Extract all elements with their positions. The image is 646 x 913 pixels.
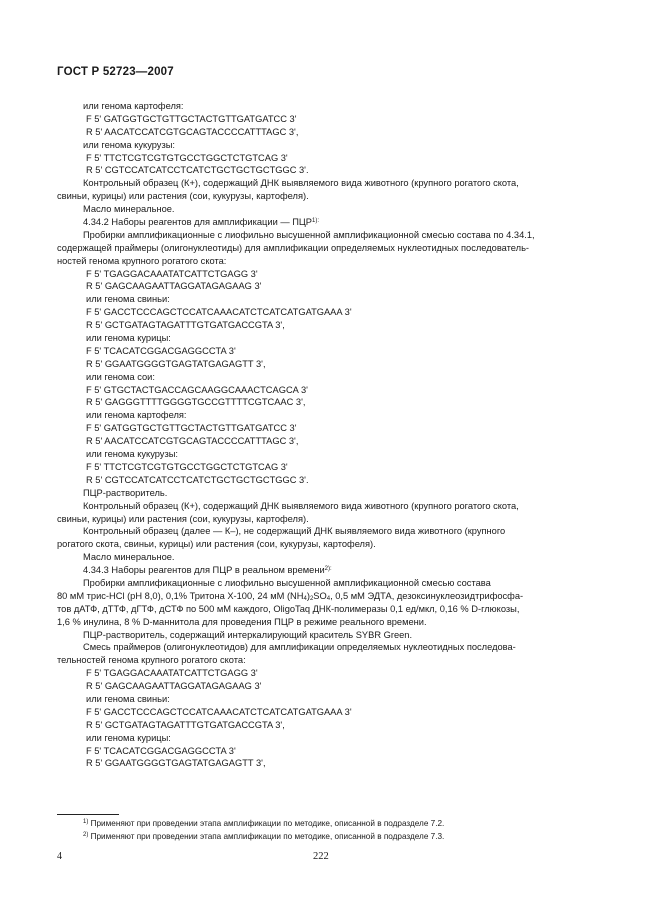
text-line — [57, 113, 585, 126]
text-line — [57, 371, 585, 384]
line-text: ПЦР-растворитель. — [83, 487, 168, 498]
subscript: 4 — [303, 595, 307, 602]
text-line — [57, 590, 585, 603]
text-line — [57, 384, 585, 397]
page-number-center: 222 — [313, 851, 329, 862]
text-line — [57, 100, 585, 113]
text-line — [57, 757, 585, 770]
line-text: Контрольный образец (далее — К–), не содержащий ДНК выявляемого вида животного (крупного — [83, 526, 506, 537]
text-line — [57, 538, 585, 551]
line-text: F 5ʹ TCACATCGGACGAGGCCTA 3ʹ — [86, 745, 236, 756]
text-line — [57, 603, 585, 616]
line-text: F 5ʹ GACCTCCCAGCTCCATCAAACATCTCATCATGATGAAA 3ʹ — [86, 706, 352, 717]
line-text: R 5ʹ GAGGGTTTTGGGGTGCCGTTTTCGTCAAC 3ʹ, — [86, 397, 306, 408]
footnotes — [57, 818, 585, 843]
text-line — [57, 396, 585, 409]
line-text: 80 мМ трис-HCl (рН 8,0), 0,1% Тритона Х-100, 24 мМ (NH — [57, 590, 304, 601]
footnote — [57, 831, 585, 844]
text-line — [57, 216, 585, 229]
text-line — [57, 654, 585, 667]
line-text: Контрольный образец (К+), содержащий ДНК выявляемого вида животного (крупного рогатого скота, — [83, 178, 519, 189]
line-text: свиньи, курицы) или растения (сои, кукурузы, картофеля). — [57, 191, 309, 202]
footnote — [57, 818, 585, 831]
text-line — [57, 706, 585, 719]
text-line — [57, 255, 585, 268]
line-text: или генома свиньи: — [86, 294, 170, 305]
text-line — [57, 139, 585, 152]
line-text: SO — [313, 590, 327, 601]
line-text: Масло минеральное. — [83, 552, 175, 563]
line-text: или генома курицы: — [86, 333, 171, 344]
text-line — [57, 745, 585, 758]
text-line — [57, 693, 585, 706]
line-text: F 5ʹ TGAGGACAAATATCATTCTGAGG 3ʹ — [86, 668, 258, 679]
text-line — [57, 242, 585, 255]
line-text: или генома кукурузы: — [86, 449, 178, 460]
text-line — [57, 525, 585, 538]
line-text: R 5ʹ GCTGATAGTAGATTTGTGATGACCGTA 3ʹ, — [86, 320, 285, 331]
text-line — [57, 152, 585, 165]
text-line — [57, 629, 585, 642]
line-text: R 5ʹ GAGCAAGAATTAGGATAGAGAAG 3ʹ — [86, 681, 262, 692]
line-text: или генома кукурузы: — [83, 139, 175, 150]
document-header: ГОСТ Р 52723—2007 — [57, 66, 174, 78]
text-line — [57, 551, 585, 564]
footnote-mark: 2) — [83, 831, 89, 838]
body-text — [57, 100, 585, 770]
line-text: рогатого скота, свиньи, курицы) или растения (сои, кукурузы, картофеля). — [57, 539, 376, 550]
footnote-text: Применяют при проведении этапа амплификации по методике, описанной в подразделе 7.3. — [88, 831, 445, 841]
text-line — [57, 719, 585, 732]
line-text: R 5ʹ AACATCCATCGTGCAGTACCCCATTTAGC 3ʹ, — [86, 126, 299, 137]
text-line — [57, 564, 585, 577]
line-text: Смесь праймеров (олигонуклеотидов) для амплификации определяемых нуклеотидных последова- — [83, 642, 516, 653]
line-text: или генома сои: — [86, 371, 155, 382]
text-line — [57, 319, 585, 332]
text-line — [57, 293, 585, 306]
text-line — [57, 332, 585, 345]
line-text: содержащей праймеры (олигонуклеотиды) для амплификации определяемых нуклеотидных последователь- — [57, 242, 530, 253]
line-text: F 5ʹ TTCTCGTCGTGTGCCTGGCTCTGTCAG 3ʹ — [86, 152, 288, 163]
text-line — [57, 461, 585, 474]
line-text: или генома свиньи: — [86, 693, 170, 704]
text-line — [57, 513, 585, 526]
line-text: или генома картофеля: — [83, 101, 184, 111]
subscript: 4 — [326, 595, 331, 602]
text-line — [57, 409, 585, 422]
line-text: F 5ʹ GATGGTGCTGTTGCTACTGTTGATGATCC 3ʹ — [86, 113, 297, 124]
line-text: тельностей генома крупного рогатого скота: — [57, 655, 246, 666]
page-number-left: 4 — [57, 851, 62, 862]
text-line — [57, 577, 585, 590]
line-text: R 5ʹ GAGCAAGAATTAGGATAGAGAAG 3ʹ — [86, 281, 262, 292]
footnote-text: Применяют при проведении этапа амплификации по методике, описанной в подразделе 7.2. — [88, 819, 445, 828]
line-text: 4.34.2 Наборы реагентов для амплификации — ПЦР — [83, 217, 312, 228]
text-line — [57, 474, 585, 487]
line-text: , 0,5 мМ ЭДТА, дезоксинуклеозидтрифосфа- — [330, 590, 524, 601]
text-line — [57, 268, 585, 281]
line-text: ) — [306, 590, 310, 601]
line-text: F 5ʹ TGAGGACAAATATCATTCTGAGG 3ʹ — [86, 268, 258, 279]
line-text: 1,6 % инулина, 8 % D-маннитола для проведения ПЦР в режиме реального времени. — [57, 616, 427, 627]
line-text: или генома курицы: — [86, 732, 171, 743]
line-text: Контрольный образец (К+), содержащий ДНК выявляемого вида животного (крупного рогатого скота, — [83, 500, 519, 511]
text-line — [57, 641, 585, 654]
text-line — [57, 422, 585, 435]
line-text: F 5ʹ TCACATCGGACGAGGCCTA 3ʹ — [86, 345, 236, 356]
text-line — [57, 358, 585, 371]
line-text: R 5ʹ CGTCCATCATCCTCATCTGCTGCTGCTGGC 3ʹ. — [86, 474, 309, 485]
line-text: Пробирки амплификационные с лиофильно высушенной амплификационной смесью состава по 4.34.1, — [83, 229, 535, 240]
line-text: F 5ʹ GATGGTGCTGTTGCTACTGTTGATGATCC 3ʹ — [86, 423, 297, 434]
line-text: F 5ʹ GACCTCCCAGCTCCATCAAACATCTCATCATGATGAAA 3ʹ — [86, 307, 352, 318]
line-text: Масло минеральное. — [83, 204, 175, 215]
line-text: ПЦР-растворитель, содержащий интеркалирующий краситель SYBR Green. — [83, 629, 413, 640]
line-text: Пробирки амплификационные с лиофильно высушенной амплификационной смесью состава — [83, 577, 491, 588]
text-line — [57, 126, 585, 139]
text-line — [57, 680, 585, 693]
line-text: R 5ʹ CGTCCATCATCCTCATCTGCTGCTGCTGGC 3ʹ. — [86, 165, 309, 176]
footnote-separator — [57, 814, 119, 815]
line-text: F 5ʹ TTCTCGTCGTGTGCCTGGCTCTGTCAG 3ʹ — [86, 461, 288, 472]
line-text: или генома картофеля: — [86, 410, 187, 421]
text-line — [57, 667, 585, 680]
footnote-mark: 1) — [83, 819, 89, 825]
line-text: ностей генома крупного рогатого скота: — [57, 255, 227, 266]
text-line — [57, 164, 585, 177]
text-line — [57, 732, 585, 745]
line-text: 4.34.3 Наборы реагентов для ПЦР в реальном времени — [83, 565, 325, 576]
text-line — [57, 345, 585, 358]
text-line — [57, 500, 585, 513]
text-line — [57, 616, 585, 629]
text-line — [57, 487, 585, 500]
footnote-reference: 2): — [324, 566, 332, 573]
text-line — [57, 448, 585, 461]
line-text: R 5ʹ AACATCCATCGTGCAGTACCCCATTTAGC 3ʹ, — [86, 436, 299, 447]
line-text: R 5ʹ GGAATGGGGTGAGTATGAGAGTT 3ʹ, — [86, 758, 266, 769]
line-text: F 5ʹ GTGCTACTGACCAGCAAGGCAAACTCAGCA 3ʹ — [86, 384, 308, 395]
line-text: R 5ʹ GGAATGGGGTGAGTATGAGAGTT 3ʹ, — [86, 358, 266, 369]
text-line — [57, 435, 585, 448]
line-text: R 5ʹ GCTGATAGTAGATTTGTGATGACCGTA 3ʹ, — [86, 719, 285, 730]
text-line — [57, 229, 585, 242]
text-line — [57, 306, 585, 319]
line-text: тов дАТФ, дТТФ, дГТФ, дСТФ по 500 мМ каждого, OligoTaq ДНК-полимеразы 0,1 ед/мкл, 0,16 % D-глюкозы, — [57, 603, 520, 614]
text-line — [57, 280, 585, 293]
text-line — [57, 190, 585, 203]
footnote-reference: 1): — [312, 218, 320, 225]
subscript: 2 — [309, 595, 314, 602]
text-line — [57, 203, 585, 216]
line-text: свиньи, курицы) или растения (сои, кукурузы, картофеля). — [57, 513, 309, 524]
text-line — [57, 177, 585, 190]
